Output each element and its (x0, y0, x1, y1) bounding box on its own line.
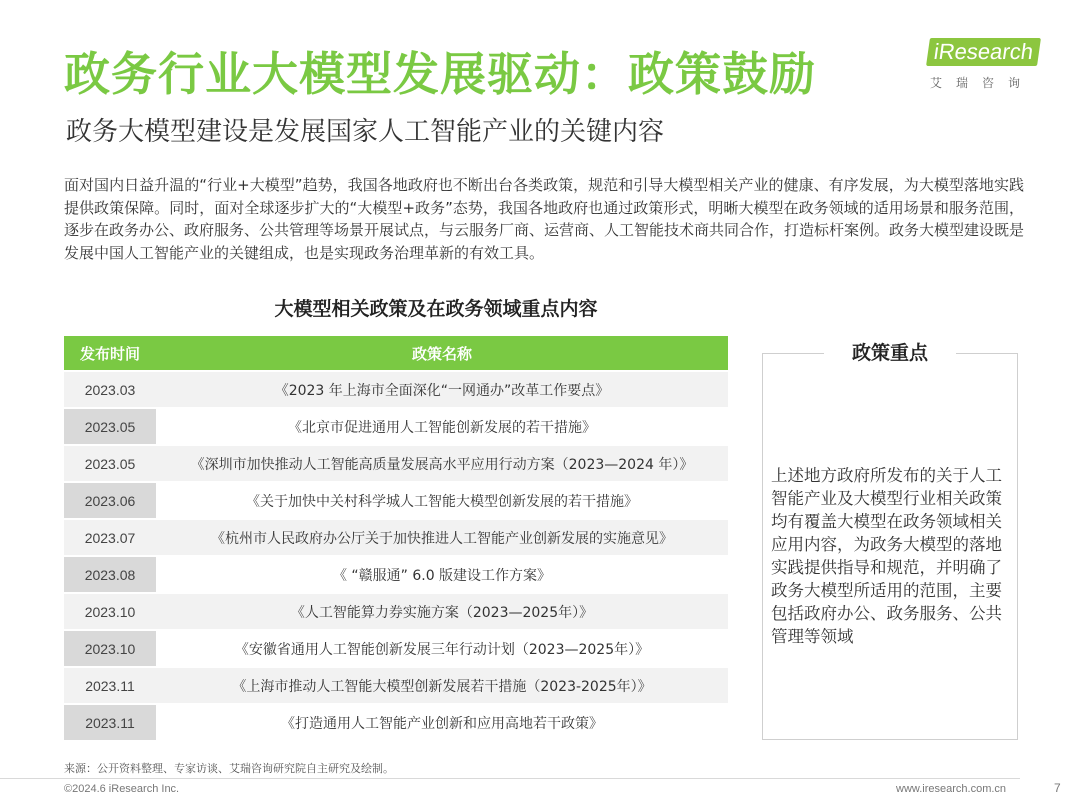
row-policy-name: 《深圳市加快推动人工智能高质量发展高水平应用行动方案（2023—2024 年）》 (156, 446, 728, 481)
row-policy-name: 《关于加快中关村科学城人工智能大模型创新发展的若干措施》 (156, 483, 728, 518)
footer-divider (0, 778, 1020, 779)
table-row (64, 594, 728, 629)
row-date: 2023.08 (64, 557, 156, 592)
row-policy-name: 《上海市推动人工智能大模型创新发展若干措施（2023-2025年）》 (156, 668, 728, 703)
iresearch-logo (924, 34, 1050, 100)
row-policy-name: 《人工智能算力券实施方案（2023—2025年）》 (156, 594, 728, 629)
logo-cn: 艾瑞咨询 (930, 76, 1035, 90)
header-policy-name: 政策名称 (156, 336, 728, 370)
table-header-row (64, 336, 728, 370)
table-row (64, 520, 728, 555)
table-row (64, 483, 728, 518)
intro-paragraph: 面对国内日益升温的“行业+大模型”趋势，我国各地政府也不断出台各类政策，规范和引导大模型相关产业的健康、有序发展，为大模型落地实践提供政策保障。同时，面对全球逐步扩大的“大模型+政务”态势，我国各地政府也通过政策形式，明晰大模型在政务领域的适用场景和服务范围，逐步在政务办公、政府服务、公共管理等场景开展试点，与云服务厂商、运营商、人工智能技术商共同合作，打造标杆案例。政务大模型建设既是发展中国人工智能产业的关键组成，也是实现政务治理革新的有效工具。 (64, 176, 1025, 262)
table-row (64, 557, 728, 592)
row-date: 2023.03 (64, 372, 156, 407)
page-number: 7 (1054, 781, 1061, 795)
table-title: 大模型相关政策及在政务领域重点内容 (274, 298, 598, 320)
page-title: 政务行业大模型发展驱动：政策鼓励 (64, 47, 816, 101)
row-date: 2023.10 (64, 594, 156, 629)
website-link[interactable]: www.iresearch.com.cn (896, 783, 1007, 795)
row-date: 2023.11 (64, 705, 156, 740)
row-date: 2023.05 (64, 446, 156, 481)
row-date: 2023.07 (64, 520, 156, 555)
row-date: 2023.11 (64, 668, 156, 703)
table-row (64, 668, 728, 703)
row-policy-name: 《杭州市人民政府办公厅关于加快推进人工智能产业创新发展的实施意见》 (156, 520, 728, 555)
table-row (64, 631, 728, 666)
table-row (64, 372, 728, 407)
page-subtitle: 政务大模型建设是发展国家人工智能产业的关键内容 (66, 117, 665, 147)
row-policy-name: 《北京市促进通用人工智能创新发展的若干措施》 (156, 409, 728, 444)
row-policy-name: 《2023 年上海市全面深化“一网通办”改革工作要点》 (156, 372, 728, 407)
header-date: 发布时间 (64, 336, 156, 370)
policy-table (64, 334, 728, 742)
row-policy-name: 《安徽省通用人工智能创新发展三年行动计划（2023—2025年）》 (156, 631, 728, 666)
policy-focus-title: 政策重点 (824, 340, 956, 366)
source-note: 来源：公开资料整理、专家访谈、艾瑞咨询研究院自主研究及绘制。 (64, 762, 394, 775)
logo-brand: iResearch (926, 38, 1041, 66)
table-row (64, 705, 728, 740)
row-policy-name: 《 “赣服通” 6.0 版建设工作方案》 (156, 557, 728, 592)
table-row (64, 446, 728, 481)
row-date: 2023.06 (64, 483, 156, 518)
table-row (64, 409, 728, 444)
row-date: 2023.10 (64, 631, 156, 666)
copyright: ©2024.6 iResearch Inc. (64, 783, 180, 795)
row-date: 2023.05 (64, 409, 156, 444)
policy-focus-text: 上述地方政府所发布的关于人工智能产业及大模型行业相关政策均有覆盖大模型在政务领域相关应用内容，为政务大模型的落地实践提供指导和规范，并明确了政务大模型所适用的范围，主要包括政府办公、政务服务、公共管理等领域 (771, 466, 1002, 646)
row-policy-name: 《打造通用人工智能产业创新和应用高地若干政策》 (156, 705, 728, 740)
